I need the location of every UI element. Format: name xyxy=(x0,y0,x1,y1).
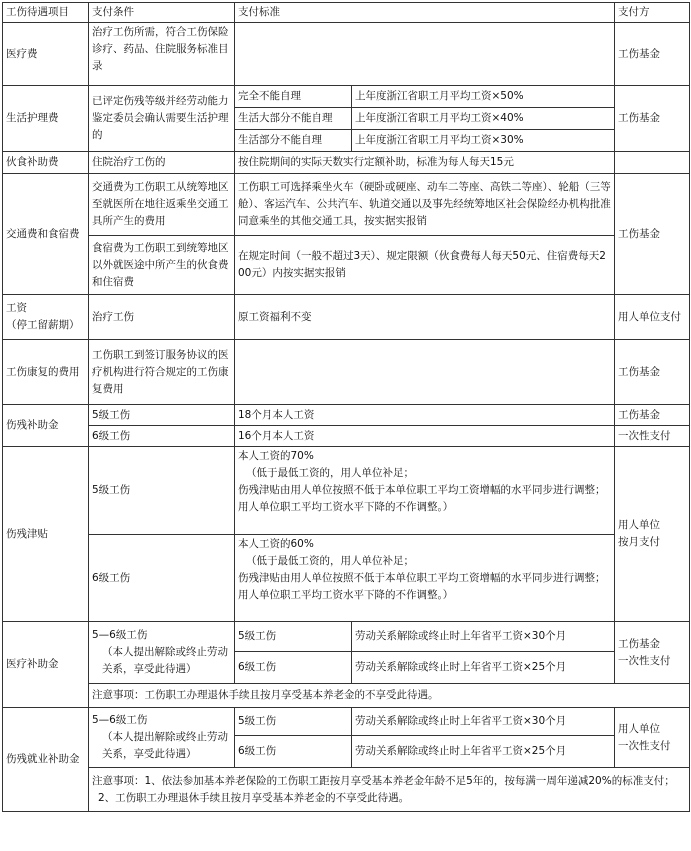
standard-cell: 劳动关系解除或终止时上年省平工资×25个月 xyxy=(352,736,615,768)
item-name: 工伤康复的费用 xyxy=(3,340,89,405)
table-row xyxy=(3,405,690,426)
table-row xyxy=(3,236,690,295)
payer-cell: 工伤基金 xyxy=(615,340,690,405)
item-name-line2: （停工留薪期） xyxy=(6,319,80,331)
note-cell: 注意事项：工伤职工办理退休手续且按月享受基本养老金的不享受此待遇。 xyxy=(89,684,690,708)
item-name: 伙食补助费 xyxy=(3,152,89,174)
condition-line1: 5—6级工伤 xyxy=(92,629,148,641)
table-row xyxy=(3,622,690,652)
standard-cell: 上年度浙江省职工月平均工资×40% xyxy=(352,108,615,130)
standard-line: 本人工资的60% xyxy=(238,538,314,550)
condition-line2: （本人提出解除或终止劳动关系，享受此待遇） xyxy=(102,646,228,675)
condition-cell: 住院治疗工伤的 xyxy=(89,152,235,174)
item-name xyxy=(3,295,89,340)
payer-cell: 工伤基金 xyxy=(615,23,690,86)
table-row xyxy=(3,708,690,736)
standard-cell: 劳动关系解除或终止时上年省平工资×25个月 xyxy=(352,652,615,684)
payer-cell xyxy=(615,447,690,622)
note-cell xyxy=(89,768,690,812)
item-name-line1: 工资 xyxy=(6,302,27,314)
standard-line: 伤残津贴由用人单位按照不低于本单位职工平均工资增幅的水平同步进行调整；用人单位职工平均工资水平下降的不作调整。） xyxy=(238,572,606,601)
level-cell: 6级工伤 xyxy=(235,652,352,684)
header-condition: 支付条件 xyxy=(89,3,235,23)
item-name: 伤残补助金 xyxy=(3,405,89,447)
table-row xyxy=(3,768,690,812)
standard-line: （低于最低工资的，用人单位补足； xyxy=(246,467,414,479)
table-row xyxy=(3,340,690,405)
item-name: 医疗费 xyxy=(3,23,89,86)
table-row xyxy=(3,684,690,708)
table-row xyxy=(3,426,690,447)
standard-cell: 劳动关系解除或终止时上年省平工资×30个月 xyxy=(352,622,615,652)
payer-line1: 用人单位 xyxy=(618,519,660,531)
standard-cell: 原工资福利不变 xyxy=(235,295,615,340)
condition-cell: 交通费为工伤职工从统筹地区至就医所在地往返乘坐交通工具所产生的费用 xyxy=(89,174,235,236)
standard-cell xyxy=(235,447,615,535)
payer-cell: 一次性支付 xyxy=(615,426,690,447)
payer-line1: 工伤基金 xyxy=(618,637,660,650)
item-name: 伤残就业补助金 xyxy=(3,708,89,812)
item-name: 生活护理费 xyxy=(3,86,89,152)
item-name: 交通费和食宿费 xyxy=(3,174,89,295)
payer-cell xyxy=(615,622,690,684)
item-name: 伤残津贴 xyxy=(3,447,89,622)
table-row xyxy=(3,86,690,108)
standard-cell: 18个月本人工资 xyxy=(235,405,615,426)
condition-cell xyxy=(89,708,235,768)
header-payer: 支付方 xyxy=(615,3,690,23)
table-header-row xyxy=(3,3,690,23)
injury-benefits-table xyxy=(2,2,690,812)
header-item: 工伤待遇项目 xyxy=(3,3,89,23)
condition-cell: 治疗工伤所需，符合工伤保险诊疗、药品、住院服务标准目录 xyxy=(89,23,235,86)
table-row xyxy=(3,295,690,340)
table-row xyxy=(3,174,690,236)
standard-cell xyxy=(235,340,615,405)
level-cell: 生活大部分不能自理 xyxy=(235,108,352,130)
standard-cell xyxy=(235,535,615,622)
item-name: 医疗补助金 xyxy=(3,622,89,708)
payer-line1: 用人单位 xyxy=(618,722,660,735)
standard-cell: 工伤职工可选择乘坐火车（硬卧或硬座、动车二等座、高铁二等座）、轮船（三等舱）、客运汽车、公共汽车、轨道交通以及事先经统筹地区社会保险经办机构批准同意乘坐的其他交通工具，按实据实报销 xyxy=(235,174,615,236)
standard-cell: 劳动关系解除或终止时上年省平工资×30个月 xyxy=(352,708,615,736)
standard-cell: 在规定时间（一般不超过3天）、规定限额（伙食费每人每天50元、住宿费每天200元）内按实据实报销 xyxy=(235,236,615,295)
condition-cell: 工伤职工到签订服务协议的医疗机构进行符合规定的工伤康复费用 xyxy=(89,340,235,405)
payer-line2: 一次性支付 xyxy=(618,739,671,752)
table-row xyxy=(3,535,690,622)
condition-cell: 已评定伤残等级并经劳动能力鉴定委员会确认需要生活护理的 xyxy=(89,86,235,152)
level-cell: 5级工伤 xyxy=(89,447,235,535)
level-cell: 生活部分不能自理 xyxy=(235,130,352,152)
level-cell: 6级工伤 xyxy=(89,535,235,622)
table-row xyxy=(3,152,690,174)
level-cell: 5级工伤 xyxy=(89,405,235,426)
condition-cell xyxy=(89,622,235,684)
level-cell: 6级工伤 xyxy=(89,426,235,447)
header-standard: 支付标准 xyxy=(235,3,615,23)
level-cell: 5级工伤 xyxy=(235,622,352,652)
standard-cell: 16个月本人工资 xyxy=(235,426,615,447)
level-cell: 6级工伤 xyxy=(235,736,352,768)
standard-cell xyxy=(235,23,615,86)
condition-line1: 5—6级工伤 xyxy=(92,714,148,726)
payer-line2: 一次性支付 xyxy=(618,654,671,667)
level-cell: 5级工伤 xyxy=(235,708,352,736)
standard-cell: 上年度浙江省职工月平均工资×50% xyxy=(352,86,615,108)
payer-cell: 工伤基金 xyxy=(615,405,690,426)
condition-cell: 食宿费为工伤职工到统筹地区以外就医途中所产生的伙食费和住宿费 xyxy=(89,236,235,295)
level-cell: 完全不能自理 xyxy=(235,86,352,108)
payer-cell: 用人单位支付 xyxy=(615,295,690,340)
standard-line: 本人工资的70% xyxy=(238,450,314,462)
condition-line2: （本人提出解除或终止劳动关系，享受此待遇） xyxy=(102,731,228,760)
note-line2: 2、工伤职工办理退休手续且按月享受基本养老金的不享受此待遇。 xyxy=(98,791,410,804)
payer-cell xyxy=(615,152,690,174)
payer-cell xyxy=(615,708,690,768)
standard-cell: 上年度浙江省职工月平均工资×30% xyxy=(352,130,615,152)
payer-cell: 工伤基金 xyxy=(615,86,690,152)
standard-cell: 按住院期间的实际天数实行定额补助，标准为每人每天15元 xyxy=(235,152,615,174)
standard-line: （低于最低工资的，用人单位补足； xyxy=(246,555,414,567)
table-row xyxy=(3,23,690,86)
standard-line: 伤残津贴由用人单位按照不低于本单位职工平均工资增幅的水平同步进行调整；用人单位职工平均工资水平下降的不作调整。） xyxy=(238,484,606,513)
payer-cell: 工伤基金 xyxy=(615,174,690,295)
condition-cell: 治疗工伤 xyxy=(89,295,235,340)
table-row xyxy=(3,447,690,535)
payer-line2: 按月支付 xyxy=(618,536,660,548)
note-line1: 注意事项：1、依法参加基本养老保险的工伤职工距按月享受基本养老金年龄不足5年的，按每满一周年递减20%的标准支付； xyxy=(92,774,675,787)
